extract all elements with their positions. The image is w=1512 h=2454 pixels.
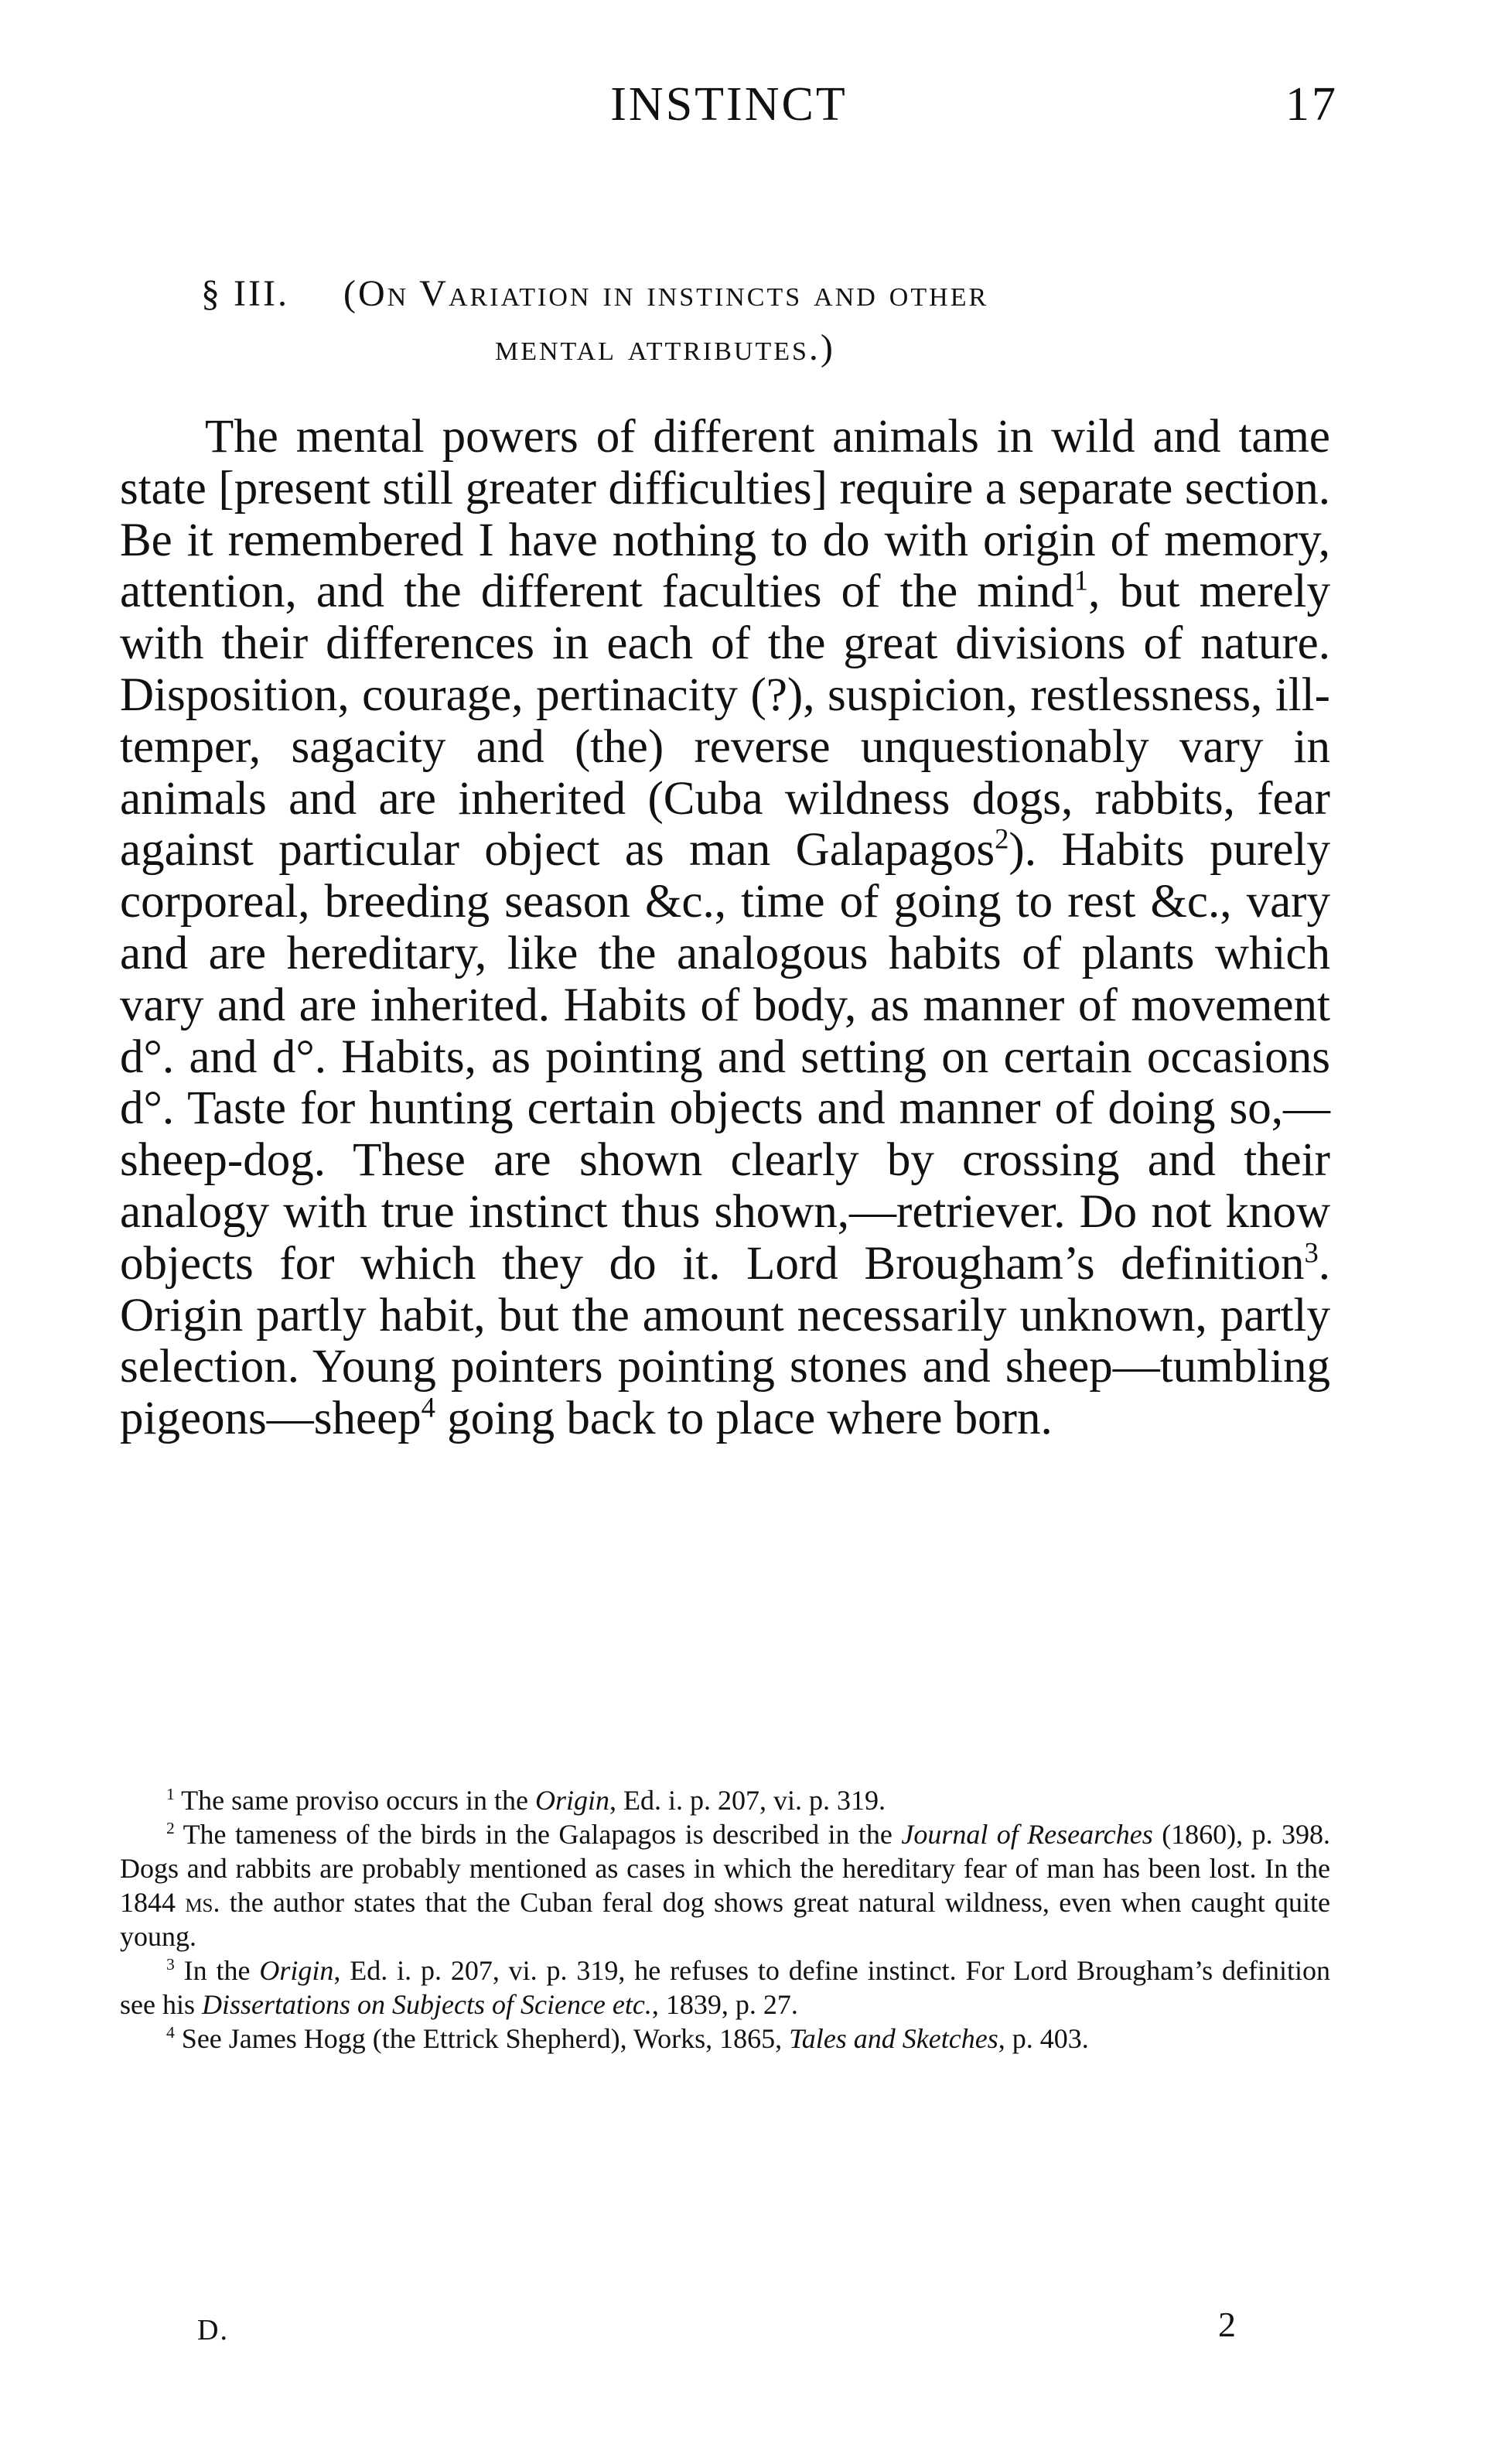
footnote-text: (1860), p. 398. Dogs and rabbits are probably mentioned as cases in which the hereditary fear of man has been lost. In the 1844 [120,1819,1331,1918]
footnote-text: the author states that the Cuban feral dog shows great natural wildness, even when caught quite young. [120,1887,1331,1952]
footnote-number: 3 [166,1955,175,1974]
footnote-ref[interactable]: 4 [421,1391,435,1424]
footnote-italic: Dissertations on Subjects of Science etc. [201,1989,652,2020]
section-title-line-2: mental attributes.) [495,327,835,368]
body-text-part: . Origin partly habit, but the amount necessarily unknown, partly selection. Young pointers pointing stones and sheep—tumbling pigeons—sheep [120,1237,1330,1445]
section-mark: § III. [201,273,289,314]
running-title: INSTINCT [610,78,848,131]
body-text-part: ). Habits purely corporeal, breeding season &c., time of going to rest &c., vary and are hereditary, like the analogous habits of plants which vary and are inherited. Habits of body, as manner of movement d°. and d°. Habits, as pointing and setting on certain occasions d°. Taste for hunting certain objects and manner of doing so,—sheep-dog. These are shown clearly by crossing and their analogy with true instinct thus shown,—retriever. Do not know objects for which they do it. Lord Brougham’s definition [120,824,1330,1290]
footnote-3 [120,1953,1330,2022]
footnote-number: 1 [166,1785,175,1803]
page-number: 17 [1285,78,1338,131]
footnote-ref[interactable]: 3 [1304,1236,1319,1269]
footnote-italic: Origin [535,1785,610,1816]
footnote-number: 2 [166,1819,175,1837]
footnote-italic: Origin [259,1955,334,1986]
footnote-text: , Ed. i. p. 207, vi. p. 319. [609,1785,886,1816]
signature-mark: D. [197,2314,229,2346]
footnote-number: 4 [166,2023,175,2042]
section-heading-line-1 [201,267,1361,321]
body-text-part: The mental powers of different animals in wild and tame state [present still greater difficulties] require a separate section. Be it remembered I have nothing to do with origin of memory, attention, and the different faculties of the mind [120,411,1330,618]
footnote-text: , p. 403. [998,2023,1089,2054]
footnote-italic: Tales and Sketches [789,2023,998,2054]
footnote-text: , Ed. i. p. 207, vi. p. 319, he refuses to define instinct. For Lord Brougham’s definition see his [120,1955,1331,2020]
footnote-text: The tameness of the birds in the Galapagos is described in the [174,1819,902,1850]
footnotes [120,1783,1330,2056]
footnote-text: The same proviso occurs in the [174,1785,536,1816]
body-paragraph [120,412,1330,1445]
footnote-ref[interactable]: 2 [995,823,1009,856]
sheet-number: 2 [1218,2305,1236,2344]
footnote-text: See James Hogg (the Ettrick Shepherd), Works, 1865, [174,2023,790,2054]
section-title-line-1: (On Variation in instincts and other [343,273,989,314]
footnote-small-caps: ms. [185,1887,220,1918]
footnote-4 [120,2022,1330,2056]
footnote-1 [120,1783,1330,1817]
body-text-part: , but merely with their differences in each of the great divisions of nature. Disposition, courage, pertinacity (?), suspicion, restlessness, ill-temper, sagacity and (the) reverse unquestionably vary in animals and are inherited (Cuba wildness dogs, rabbits, fear against particular object as man Galapagos [120,566,1330,877]
footnote-2 [120,1817,1330,1953]
footnote-ref[interactable]: 1 [1073,565,1089,597]
footnote-text: In the [174,1955,260,1986]
body-text-part: going back to place where born. [435,1393,1053,1445]
footnote-text: , 1839, p. 27. [651,1989,798,2020]
running-header [120,77,1338,139]
footnote-italic: Journal of Researches [901,1819,1153,1850]
section-heading [201,267,1361,375]
